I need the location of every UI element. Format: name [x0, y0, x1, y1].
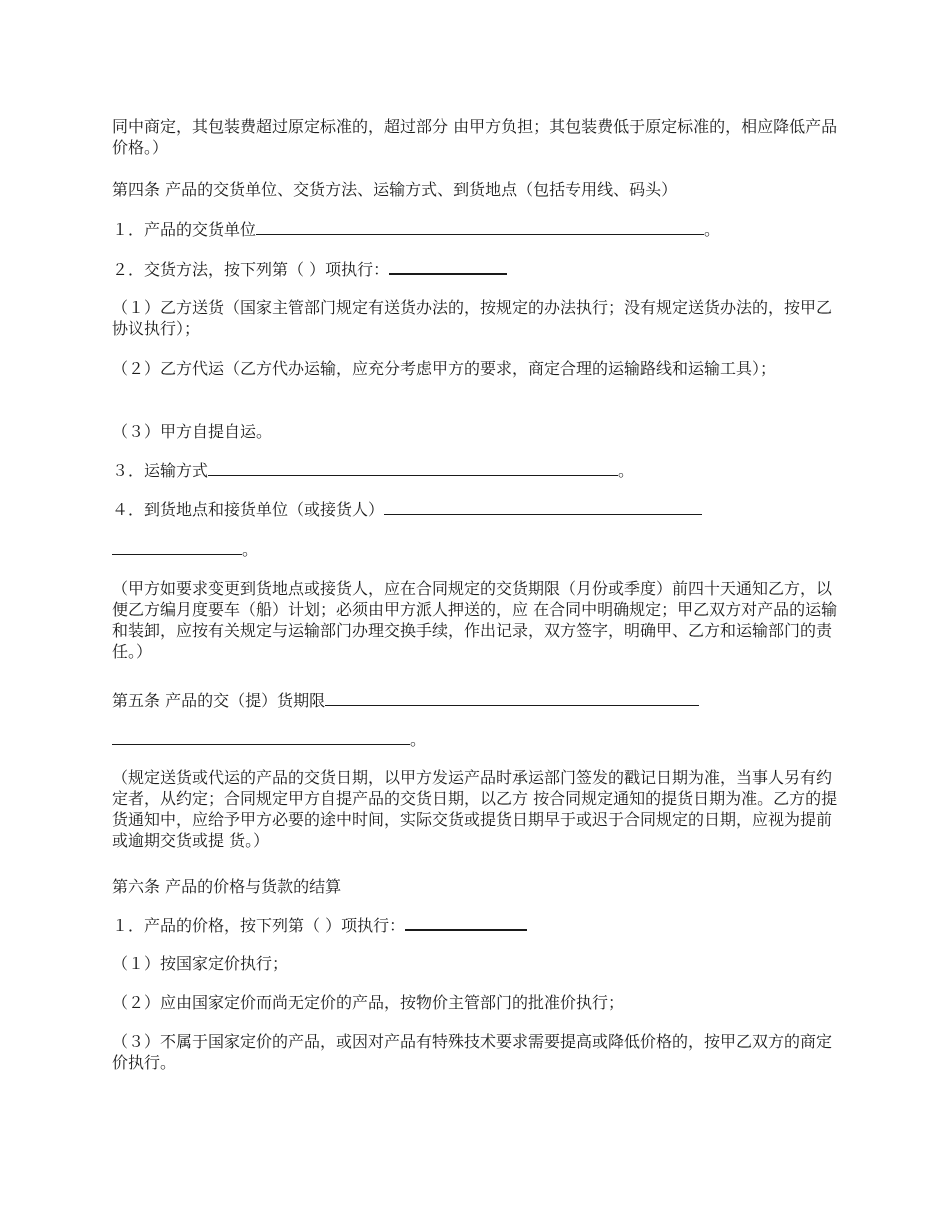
article-4-item-1: [112, 219, 842, 240]
article-6-item-1: [112, 914, 842, 936]
packaging-fee-clause: 同中商定，其包装费超过原定标准的，超过部分 由甲方负担；其包装费低于原定标准的，相应降低产品价格。）: [112, 117, 838, 157]
destination-continuation: [112, 539, 842, 560]
destination-blank[interactable]: [384, 499, 702, 515]
article-4-item-3: [112, 460, 842, 481]
delivery-period-blank-continued[interactable]: [112, 729, 410, 745]
article-4-note: （甲方如要求变更到货地点或接货人，应在合同规定的交货期限（月份或季度）前四十天通知乙方，以便乙方编月度要车（船）计划；必须由甲方派人押送的，应 在合同中明确规定；甲乙双方对产品的运输和装卸，应按有关规定与运输部门办理交换手续，作出记录，双方签字，明确甲、乙方和运输部门的责任。）: [112, 579, 838, 661]
delivery-unit-blank[interactable]: [256, 219, 704, 235]
article-4-title: 第四条 产品的交货单位、交货方法、运输方式、到货地点（包括专用线、码头）: [112, 180, 678, 199]
article-4-item-2: [112, 258, 842, 280]
delivery-option-2: （２）乙方代运（乙方代办运输，应充分考虑甲方的要求，商定合理的运输路线和运输工具）；: [112, 359, 777, 378]
destination-period: 。: [242, 540, 259, 559]
transport-method-label: ３．运输方式: [112, 461, 209, 480]
article-5-title: [112, 690, 842, 711]
delivery-period-period: 。: [410, 730, 427, 749]
delivery-period-continuation: [112, 729, 842, 750]
price-option-2: （２）应由国家定价而尚无定价的产品，按物价主管部门的批准价执行；: [112, 993, 625, 1012]
delivery-method-blank[interactable]: [389, 258, 507, 275]
transport-method-period: 。: [618, 461, 635, 480]
delivery-unit-label: １．产品的交货单位: [112, 220, 257, 239]
delivery-method-label: ２．交货方法，按下列第（ ）项执行：: [112, 260, 390, 279]
delivery-option-3: （３）甲方自提自运。: [112, 422, 273, 441]
destination-blank-continued[interactable]: [112, 539, 242, 555]
price-method-label: １．产品的价格，按下列第（ ）项执行：: [112, 916, 406, 935]
article-5-note: （规定送货或代运的产品的交货日期，以甲方发运产品时承运部门签发的戳记日期为准，当事人另有约定者，从约定；合同规定甲方自提产品的交货日期，以乙方 按合同规定通知的提货日期为准。乙方的提货通知中，应给予甲方必要的途中时间，实际交货或提货日期早于或迟于合同规定的日期，应视为提前或逾期交货或提 货。）: [112, 768, 838, 850]
transport-method-blank[interactable]: [208, 460, 618, 476]
price-method-blank[interactable]: [405, 914, 527, 931]
article-6-title: 第六条 产品的价格与货款的结算: [112, 877, 342, 896]
delivery-option-1: （１）乙方送货（国家主管部门规定有送货办法的，按规定的办法执行；没有规定送货办法的，按甲乙协议执行）；: [112, 298, 833, 338]
price-option-3: （３）不属于国家定价的产品，或因对产品有特殊技术要求需要提高或降低价格的，按甲乙双方的商定价执行。: [112, 1032, 833, 1072]
price-option-1: （１）按国家定价执行；: [112, 954, 289, 973]
destination-label: ４．到货地点和接货单位（或接货人）: [112, 500, 385, 519]
article-4-item-4: [112, 499, 842, 520]
delivery-unit-period: 。: [704, 220, 721, 239]
delivery-period-label: 第五条 产品的交（提）货期限: [112, 691, 326, 710]
delivery-period-blank[interactable]: [325, 690, 699, 706]
